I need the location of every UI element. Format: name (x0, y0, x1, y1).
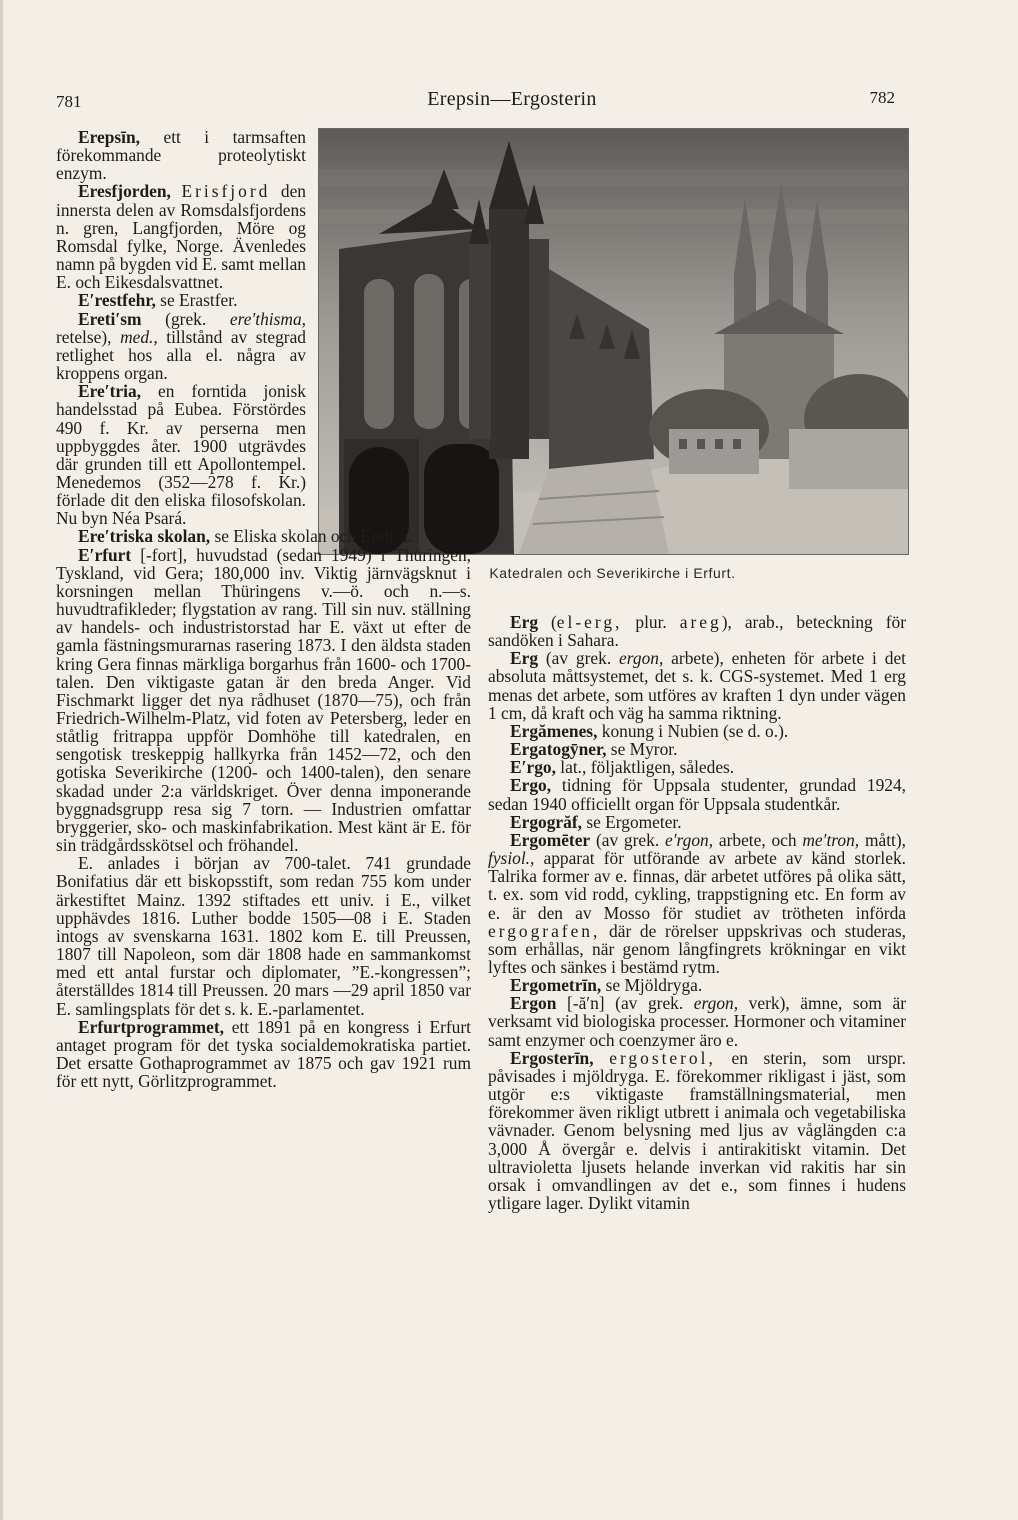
entry-eretism (56, 310, 306, 383)
running-title: Erepsin—Ergosterin (427, 88, 597, 110)
entry-ergosterin (488, 1049, 906, 1212)
entry-text: (av grek. (590, 829, 665, 850)
spaced-term: ergografen, (488, 920, 601, 941)
headword: Ergămenes, (510, 720, 598, 741)
entry-erfurt-history: E. anlades i början av 700-talet. 741 grundade Bonifatius där ett biskopsstift, som redan 755 kom under ärkestiftet Mainz. 1392 stiftades ett univ. i E., vilket upphävdes 1816. Luther bodde 1505—08 i E. Staden intogs av svenskarna 1631. 1802 kom E. till Preussen, 1807 till Napoleon, som där 1808 hade en sammankomst med ett antal furstar och diplomater, ”E.-kongressen”; återställdes 1814 till Preussen. 20 mars —29 april 1850 var E. samlingsplats för det s. k. E.-parlamentet. (56, 853, 471, 1019)
entry-text: (grek. (141, 308, 230, 329)
entry-text: [-ă′n] (av grek. (556, 993, 694, 1014)
entry-erfurt (56, 546, 471, 855)
entry-erfurtprogrammet (56, 1018, 471, 1091)
headword: Ereti′sm (78, 308, 142, 329)
entry-text: plur. (622, 612, 680, 632)
entry-ergograf (488, 813, 906, 831)
entry-text: verk), ämne, som är verksamt vid biologiska processer. Hormoner och vitaminer samt enzymer och coenzymer äro e. (488, 993, 906, 1050)
italic-term: ergon, (693, 993, 739, 1014)
italic-term: ergon, (619, 648, 664, 669)
entry-erg-unit (488, 649, 906, 722)
entry-text: se Eliska skolan och Eretria. (210, 526, 412, 547)
spaced-term: Erisfjord (181, 181, 271, 202)
headword: Ergogrăf, (510, 811, 582, 832)
entry-text: se Mjöldryga. (601, 975, 703, 996)
headword: E′rfurt (78, 544, 132, 565)
entry-text: retelse), (56, 326, 121, 347)
entry-erg-desert (488, 613, 906, 649)
entry-text: tillstånd av stegrad retlighet hos alla el. några av kroppens organ. (56, 326, 306, 384)
headword: Ergomēter (510, 829, 591, 850)
entry-text: en forntida jonisk handelsstad på Eubea. Förstördes 490 f. Kr. av perserna men uppbyggdes åter. 1900 utgrävdes där grunden till ett Apollontempel. Menedemos (352—278 f. Kr.) förlade dit den eliska filosofskolan. Nu byn (56, 381, 306, 529)
entry-ergo-lat (488, 758, 906, 776)
entry-text: ), arab., beteckning för sandöken i Sahara. (488, 612, 906, 651)
italic-term: fysiol., (488, 848, 535, 869)
entry-ergatogyner (488, 740, 906, 758)
italic-term: me′tron, (802, 829, 860, 850)
entry-ergamenes (488, 722, 906, 740)
headword: E′rgo, (510, 757, 556, 778)
headword: Ergosterīn, (510, 1047, 594, 1068)
entry-text: [-fort], huvudstad (sedan 1949) i Thüringen, Tyskland, vid Gera; 180,000 inv. Viktig järnvägsknut i korsningen mellan Thüringens v.—ö. och n.—s. huvudtrafikleder; flygstation av rang. Till sin nuv. ställning av handels- och industristorstad har E. växt ut efter de gamla fästningsmurarnas rasering 1873. I den äldsta staden kring Gera finnas märkliga borgarhus från 1600- och 1700-talen. Den viktigaste gatan är den breda Anger. Vid Fischmarkt ligger det nya rådhuset (1870—75), och från Friedrich-Wilhelm-Platz, vid foten av Petersberg, leder en ståtlig fritrappa uppför Domhöhe till katedralen, en sengotisk treskeppig hallkyrka från 1452—72, och den gotiska Severikirche (1200- och 1400-talen), den senare skadad under 2:a världskriget. Över denna imponerande byggnadsgrupp resa sig 7 torn. — Industrien omfattar bryggerier, sko- och maskinfabrikation. Mest känt är E. för sin trädgårdsskötsel och fröhandel. (56, 544, 471, 856)
entry-text: arbete), enheten för arbete i det absoluta måttsystemet, det s. k. CGS-systemet. Med 1 erg menas det arbete, som utföres av kraften 1 dyn under vägen 1 cm, då kraft och väg ha samma riktning. (488, 648, 906, 723)
entry-erestfehr (56, 291, 306, 309)
entry-ergo-newspaper (488, 776, 906, 812)
entry-text: tidning för Uppsala studenter, grundad 1924, sedan 1940 officiellt organ för Uppsala studentkår. (488, 775, 906, 814)
entry-text: den innersta delen av Romsdalsfjordens n. gren, Langfjorden, Möre og Romsdal fylke, Norge. Ävenledes namn på bygden vid E. samt mellan E. och Eikesdalsvattnet. (56, 181, 306, 293)
italic-term: med., (120, 326, 158, 347)
entry-eretriska-skolan (56, 527, 471, 545)
spaced-term: ergosterol, (609, 1047, 716, 1068)
entry-text: Néa Psará. (112, 508, 187, 529)
headword: Ergo, (510, 775, 552, 796)
entry-text: apparat för utförande av arbete av känd storlek. Talrika former av e. finnas, där arbetet utföres på olika sätt, t. ex. som vid rodd, cykling, trappstigning etc. En form av e. är den av Mosso för studiet av trötheten införda (488, 848, 906, 923)
right-column (488, 613, 906, 1212)
entry-text: konung i Nubien (se d. o.). (597, 720, 789, 741)
left-column (56, 128, 471, 1090)
headword: Ergatogȳner, (510, 739, 607, 760)
headword: E′restfehr, (78, 290, 156, 311)
headword: Erfurtprogrammet, (78, 1016, 225, 1037)
headword: Erg (510, 648, 539, 669)
entry-text: där de rörelser uppskrivas och studeras, som erhållas, när genom långfingrets krökningar en vikt lyftes och sänkes i bestämd rytm. (488, 920, 906, 977)
entry-ergometer (488, 831, 906, 976)
entry-text: (av grek. (538, 648, 620, 669)
entry-ergometrin (488, 976, 906, 994)
entry-text: lat., följaktligen, således. (555, 757, 735, 778)
spaced-term: areg (679, 612, 722, 632)
headword: Ergon (510, 993, 557, 1014)
running-header (3, 88, 1018, 116)
headword: Ere′triska skolan, (78, 526, 211, 547)
spaced-term: el-erg, (556, 612, 623, 632)
headword: Ergometrīn, (510, 975, 602, 996)
headword: Ere′tria, (78, 381, 141, 402)
italic-term: e′rgon, (664, 829, 714, 850)
entry-ergon (488, 994, 906, 1048)
headword: Erg (510, 612, 539, 632)
photo-caption: Katedralen och Severikirche i Erfurt. (489, 565, 736, 581)
headword: Eresfjorden, (78, 181, 171, 202)
page-number-left: 781 (56, 92, 82, 111)
entry-text: arbete, och (713, 829, 803, 850)
entry-erepsin (56, 128, 306, 182)
entry-text: ( (538, 612, 557, 632)
entry-text: se Erastfer. (155, 290, 238, 311)
entry-text: se Myror. (606, 739, 678, 760)
page-number-right: 782 (869, 88, 895, 107)
entry-eresfjorden (56, 182, 306, 291)
entry-text: ett 1891 på en kongress i Erfurt antaget program för det tyska socialdemokratiska partiet. Det ersatte Gothaprogrammet av 1875 och gav 1921 rum för ett nytt, Görlitzprogrammet. (56, 1016, 471, 1092)
entry-text: ett i tarmsaften förekommande proteolytiskt enzym. (56, 127, 306, 184)
italic-term: ere′thisma, (229, 308, 306, 329)
headword: Erepsīn, (78, 127, 141, 147)
entry-text: en sterin, som urspr. påvisades i mjöldryga. E. förekommer rikligast i jäst, som utgör e:s viktigaste framställningsmaterial, men förekommer även rikligt utbrett i animala och vegetabiliska vävnader. Genom belysning med ljus av våglängden c:a 3,000 Å övergår e. delvis i antirakitiskt vitamin. Det ultravioletta ljusets helande inverkan vid rakitis har sin orsak i omvandlingen av det e., som finnes i hudens ytligare lager. Dylikt vitamin (488, 1047, 906, 1213)
entry-text: mått), (859, 829, 906, 850)
entry-text: se Ergometer. (581, 811, 682, 832)
entry-eretria (56, 382, 306, 527)
